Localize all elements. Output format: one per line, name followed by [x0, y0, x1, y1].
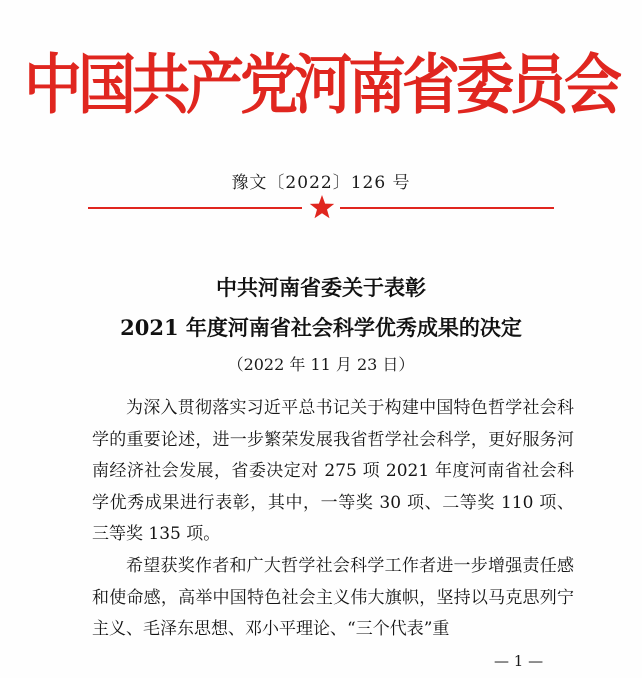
- document-number: 豫文〔2022〕126 号: [231, 173, 411, 193]
- body-paragraph: 希望获奖作者和广大哲学社会科学工作者进一步增强责任感和使命感，高举中国特色社会主义伟大旗帜，坚持以马克思列宁主义、毛泽东思想、邓小平理论、“三个代表”重: [92, 556, 574, 639]
- red-divider: [88, 197, 554, 221]
- page-number: — 1 —: [494, 652, 544, 670]
- document-title-line2: 2021 年度河南省社会科学优秀成果的决定: [120, 315, 522, 340]
- document-title-line1: 中共河南省委关于表彰: [216, 275, 426, 300]
- red-divider-left-line: [88, 207, 302, 209]
- document-date: （2022 年 11 月 23 日）: [227, 355, 415, 374]
- red-divider-right-line: [340, 207, 554, 209]
- star-shape: [310, 195, 334, 218]
- star-icon: [309, 194, 335, 220]
- masthead-title: 中国共产党河南省委员会: [23, 46, 618, 123]
- body-paragraph: 为深入贯彻落实习近平总书记关于构建中国特色哲学社会科学的重要论述，进一步繁荣发展我省哲学社会科学，更好服务河南经济社会发展，省委决定对 275 项 2021 年度河南省社会科学优秀成果进行表彰，其中，一等奖 30 项、二等奖 110 项、三等奖 135 项。: [92, 398, 574, 544]
